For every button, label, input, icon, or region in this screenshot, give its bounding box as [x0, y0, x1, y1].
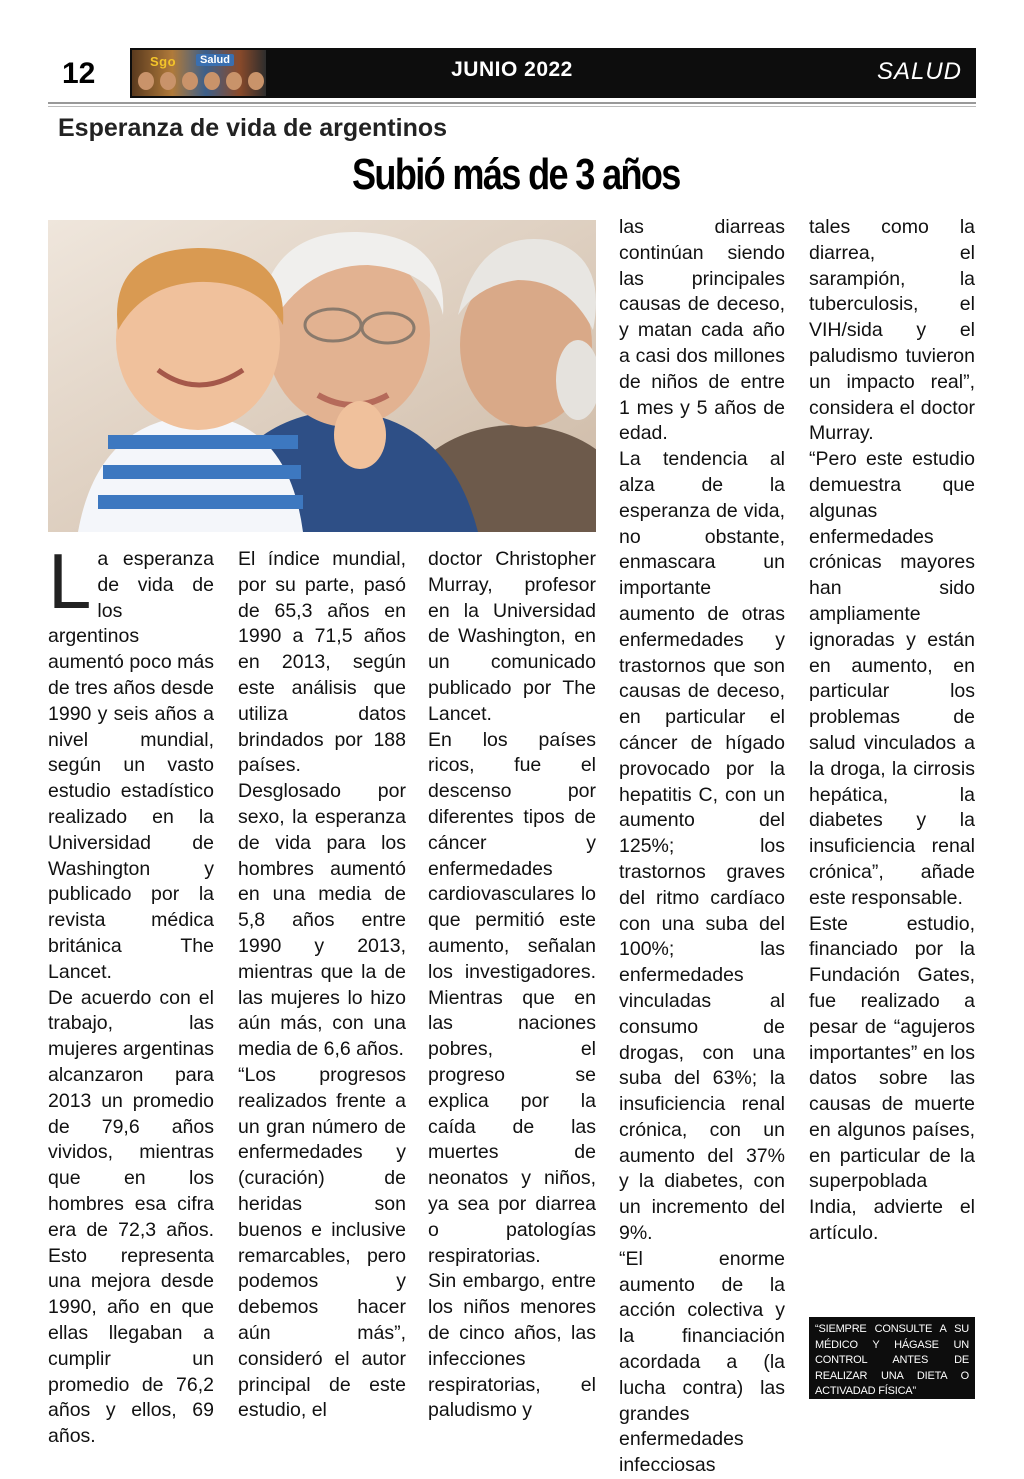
- article-paragraph: las diarreas continúan siendo las principales causas de deceso, y matan cada año a casi dos millones de niños de entre 1 mes y 5 años de edad.: [619, 216, 785, 445]
- article-paragraph: “El enorme aumento de la acción colectiva y la financiación acordada a (la lucha contra) las grandes enfermedades infecciosas: [619, 1247, 785, 1477]
- article-column-2: [238, 547, 406, 1424]
- article-column-4: [619, 215, 785, 1479]
- page-number: 12: [62, 57, 96, 90]
- article-column-3: [428, 547, 596, 1424]
- medical-advice-box: “SIEMPRE CONSULTE A SU MÉDICO Y HÁGASE UN CONTROL ANTES DE REALIZAR UNA DIETA O ACTIVADAD FÍSICA”: [809, 1317, 975, 1399]
- photo-illustration: [48, 220, 596, 532]
- drop-cap: L: [48, 537, 92, 625]
- article-lead-text: a esperanza de vida de los argentinos aumentó poco más de tres años desde 1990 y seis años a nivel mundial, según un vasto estudio estadístico realizado en la Universidad de Washington y publicado por la revista médica británica The Lancet.: [48, 548, 214, 983]
- article-paragraph: “Pero este estudio demuestra que algunas enfermedades crónicas mayores han sido ampliamente ignoradas y están en aumento, en particular los problemas de salud vinculados a la droga, la cirrosis hepática, la diabetes y la insuficiencia renal crónica”, añade este responsable.: [809, 448, 975, 909]
- article-paragraph: Sin embargo, entre los niños menores de cinco años, las infecciones respiratorias, el paludismo y: [428, 1270, 596, 1422]
- page-header: [48, 48, 976, 98]
- article-paragraph: [48, 537, 214, 986]
- article-column-1: [48, 537, 214, 1450]
- article-paragraph: La tendencia al alza de la esperanza de vida, no obstante, enmascara un importante aumento de otras enfermedades y trastornos que son causas de deceso, en particular el cáncer de hígado provocado por la hepatitis C, con un aumento del 125%; los trastornos graves del ritmo cardíaco con una suba del 100%; las enfermedades vinculadas al consumo de drogas, con una suba del 63%; la insuficiencia renal crónica, con un aumento del 37% y la diabetes, con un incremento del 9%.: [619, 448, 785, 1245]
- logo-tag: Salud: [196, 54, 234, 66]
- article-paragraph: “Los progresos realizados frente a un gran número de enfermedades y (curación) de heridas son buenos e inclusive remarcables, pero podemos y debemos hacer aún más”, consideró el autor principal de este estudio, el: [238, 1063, 406, 1422]
- logo-text: Sgo: [150, 54, 177, 69]
- header-rule: [48, 102, 976, 104]
- article-paragraph: Este estudio, financiado por la Fundación Gates, fue realizado a pesar de “agujeros importantes” en los datos sobre las causas de muerte en algunos países, en particular de la superpoblada India, advierte el artículo.: [809, 912, 975, 1245]
- article-paragraph: El índice mundial, por su parte, pasó de 65,3 años en 1990 a 71,5 años en 2013, según este análisis que utiliza datos brindados por 188 países. Desglosado por sexo, la esperanza de vida para los hombres aumentó en una media de 5,8 años entre 1990 y 2013, mientras que la de las mujeres lo hizo aún más, con una media de 6,6 años.: [238, 548, 406, 1061]
- article-column-5: [809, 215, 975, 1247]
- header-rule-thin: [48, 106, 976, 107]
- article-paragraph: De acuerdo con el trabajo, las mujeres argentinas alcanzaron para 2013 un promedio de 79,6 años vividos, mientras que en los hombres esa cifra era de 72,3 años. Esto representa una mejora desde 1990, año en que ellas llegaban a cumplir un promedio de 76,2 años y ellos, 69 años.: [48, 986, 214, 1448]
- article-kicker: Esperanza de vida de argentinos: [58, 114, 448, 142]
- grandparents-child-photo: [48, 220, 596, 532]
- article-paragraph: doctor Christopher Murray, profesor en la Universidad de Washington, en un comunicado publicado por The Lancet.: [428, 548, 596, 725]
- issue-date: JUNIO 2022: [451, 58, 573, 81]
- article-headline: Subió más de 3 años: [352, 150, 680, 199]
- section-name: SALUD: [876, 58, 962, 85]
- article-paragraph: En los países ricos, fue el descenso por diferentes tipos de cáncer y enfermedades cardiovasculares lo que permitió este aumento, señalan los investigadores. Mientras que en las naciones pobres, el progreso se explica por la caída de las muertes de neonatos y niños, ya sea por diarrea o patologías respiratorias.: [428, 728, 596, 1267]
- article-paragraph: tales como la diarrea, el sarampión, la tuberculosis, el VIH/sida y el paludismo tuvieron un impacto real”, considera el doctor Murray.: [809, 216, 975, 445]
